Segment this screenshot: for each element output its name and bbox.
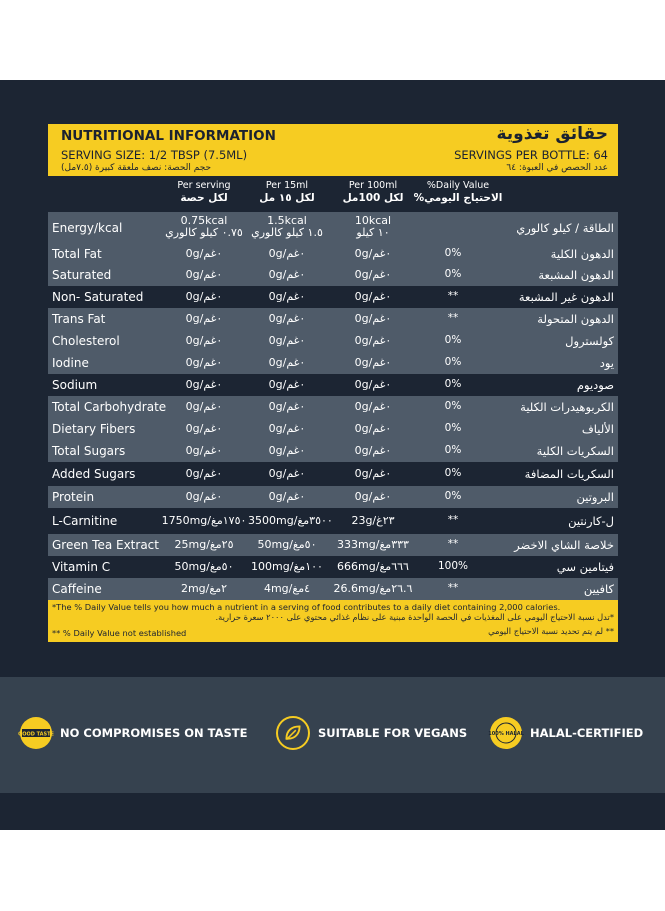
per-serving-value: 2mg/٢مغ [180,582,228,595]
nutrient-row [48,534,618,556]
daily-value: ** [447,538,459,550]
daily-value: 0% [444,268,462,280]
per-serving-value: 50mg/٥٠مغ [174,560,234,573]
daily-value: 0% [444,444,462,456]
energy-label-en: Energy/kcal [52,221,123,235]
per-100ml-value: 23g/٢٣غ [351,514,395,527]
per-100ml-value: 0g/٠غم [354,378,392,391]
nutrient-name-en: Caffeine [52,582,102,596]
footnote-line2-en: ** % Daily Value not established [52,628,187,638]
halal-seal-icon [490,717,522,749]
nutrient-name-en: Saturated [52,268,112,282]
col-per-15ml-ar: لكل ١٥ مل [259,192,315,204]
nutrient-row [48,508,618,534]
col-daily-value [408,179,508,205]
per-100ml-value: 26.6mg/٢٦.٦مغ [333,582,413,595]
footnote [48,600,618,642]
energy-per100-en: 10kcal [354,214,392,227]
nutrient-name-ar: كافيين [583,582,614,596]
serving-size-ar: حجم الحصة: نصف ملعقة كبيرة (٧.٥مل) [61,163,212,173]
per-serving-value: 0g/٠غم [185,467,223,480]
energy-per100 [326,215,420,239]
per-100ml-value: 0g/٠غم [354,290,392,303]
nutrient-row [48,556,618,578]
nutrient-name-ar: كولسترول [565,334,614,348]
per-15ml-value: 0g/٠غم [268,312,306,325]
daily-value: 0% [444,490,462,502]
daily-value: 0% [444,378,462,390]
nutrient-row [48,440,618,462]
col-daily-value-en: %Daily Value [426,180,490,191]
nutrient-name-ar: الدهون غير المشبعة [518,290,614,304]
per-15ml-value: 0g/٠غم [268,247,306,260]
energy-serving-ar: ٠.٧٥ كيلو كالوري [165,226,243,239]
nutrient-name-en: Vitamin C [52,560,111,574]
nutrient-name-ar: صوديوم [576,378,614,392]
col-per-serving [160,179,248,205]
serving-size-en: SERVING SIZE: 1/2 TBSP (7.5ML) [61,148,248,162]
col-per-serving-ar: لكل حصة [180,192,228,204]
col-per-100ml [326,179,420,205]
nutrient-name-ar: السكريات الكلية [536,444,614,458]
col-per-15ml [248,179,326,205]
col-per-15ml-en: Per 15ml [265,180,309,191]
per-100ml-value: 333mg/٣٣٣مغ [337,538,409,551]
nutrient-row [48,308,618,330]
daily-value: 0% [444,467,462,479]
nutrient-name-ar: البروتين [576,490,614,504]
nutrient-name-en: Total Carbohydrate [52,400,167,414]
per-15ml-value: 3500mg/٣٥٠٠مغ [248,514,333,527]
per-15ml-value: 0g/٠غم [268,334,306,347]
leaf-icon [276,716,310,750]
title-ar: حقائق تغذوية [496,124,608,144]
footnote-line2-ar: ** لم يتم تحديد نسبة الاحتياج اليومي [488,626,614,636]
nutrient-name-en: Added Sugars [52,467,136,481]
nutrient-row [48,418,618,440]
per-100ml-value: 0g/٠غم [354,422,392,435]
per-100ml-value: 0g/٠غم [354,334,392,347]
per-15ml-value: 0g/٠غم [268,356,306,369]
daily-value: ** [447,582,459,594]
energy-row [48,212,618,244]
daily-value: ** [447,290,459,302]
col-per-serving-en: Per serving [177,180,231,191]
per-15ml-value: 0g/٠غم [268,400,306,413]
nutrient-row [48,486,618,508]
nutrient-row [48,396,618,418]
nutrient-name-en: Iodine [52,356,89,370]
daily-value: ** [447,514,459,526]
per-serving-value: 0g/٠غم [185,334,223,347]
per-100ml-value: 0g/٠غم [354,356,392,369]
title-en: NUTRITIONAL INFORMATION [61,128,276,144]
halal-seal-text: 100% HALAL [488,731,524,737]
nutrient-row [48,286,618,308]
per-serving-value: 0g/٠غم [185,312,223,325]
per-serving-value: 1750mg/١٧٥٠مغ [161,514,247,527]
per-100ml-value: 0g/٠غم [354,467,392,480]
footnote-line1-ar: *تدل نسبة الاحتياج اليومي على المغذيات في الحصة الواحدة مبنية على نظام غذائي محتوي على ٢٠٠٠ سعرة حرارية. [215,612,614,622]
daily-value: 0% [444,334,462,346]
per-15ml-value: 0g/٠غم [268,467,306,480]
nutrient-name-ar: الدهون المشبعة [538,268,614,282]
per-100ml-value: 666mg/٦٦٦مغ [337,560,409,573]
energy-per15 [248,215,326,239]
per-serving-value: 0g/٠غم [185,400,223,413]
per-100ml-value: 0g/٠غم [354,444,392,457]
daily-value: 0% [444,356,462,368]
per-15ml-value: 0g/٠غم [268,422,306,435]
nutrient-name-ar: الألياف [581,422,614,436]
nutrient-name-ar: السكريات المضافة [524,467,614,481]
badge-vegan [276,715,467,751]
daily-value: 0% [444,247,462,259]
nutrient-name-en: Trans Fat [52,312,106,326]
nutrient-name-en: Green Tea Extract [52,538,159,552]
nutrient-name-en: Non- Saturated [52,290,144,304]
badge-taste-label: NO COMPROMISES ON TASTE [60,726,248,740]
per-serving-value: 0g/٠غم [185,444,223,457]
nutrient-name-ar: خلاصة الشاي الاخضر [514,538,614,552]
nutrient-name-en: Protein [52,490,95,504]
per-serving-value: 0g/٠غم [185,247,223,260]
per-15ml-value: 4mg/٤مغ [263,582,311,595]
per-15ml-value: 0g/٠غم [268,378,306,391]
nutrient-name-ar: الكربوهيدرات الكلية [520,400,614,414]
col-per-100ml-en: Per 100ml [348,180,398,191]
daily-value: 100% [437,560,469,572]
per-100ml-value: 0g/٠غم [354,312,392,325]
nutrient-row [48,244,618,264]
per-15ml-value: 100mg/١٠٠مغ [251,560,323,573]
per-15ml-value: 50mg/٥٠مغ [257,538,317,551]
per-serving-value: 0g/٠غم [185,290,223,303]
daily-value: ** [447,312,459,324]
per-15ml-value: 0g/٠غم [268,490,306,503]
nutrient-name-ar: يود [599,356,614,370]
energy-per100-ar: ١٠ كيلو [356,226,390,239]
nutrient-row [48,462,618,486]
nutrient-name-ar: ل-كارنتين [568,514,614,528]
per-serving-value: 0g/٠غم [185,268,223,281]
per-100ml-value: 0g/٠غم [354,247,392,260]
footnote-line1-en: *The % Daily Value tells you how much a nutrient in a serving of food contributes to a daily diet containing 2,000 calories. [52,602,561,612]
badge-halal-label: HALAL-CERTIFIED [530,726,644,740]
energy-serving [160,215,248,239]
energy-per15-en: 1.5kcal [267,214,307,227]
nutrient-row [48,330,618,352]
nutrient-name-en: Total Fat [52,247,102,261]
per-serving-value: 0g/٠غم [185,422,223,435]
good-taste-seal-text: GOOD TASTE [18,731,54,738]
col-daily-value-ar: %الاحتياج اليومي [413,192,503,204]
nutrient-row [48,264,618,286]
nutrient-name-ar: الدهون الكلية [550,247,614,261]
daily-value: 0% [444,400,462,412]
column-headers [48,176,618,212]
per-100ml-value: 0g/٠غم [354,268,392,281]
per-serving-value: 25mg/٢٥مغ [174,538,234,551]
servings-per-bottle-ar: عدد الحصص في العبوة: ٦٤ [506,163,608,173]
nutrient-table [48,212,618,600]
col-per-100ml-ar: لكل 100مل [342,192,404,204]
per-serving-value: 0g/٠غم [185,378,223,391]
nutrient-name-en: Total Sugars [52,444,126,458]
nutrient-row [48,578,618,600]
nutrient-name-ar: فيتامين سي [556,560,614,574]
per-100ml-value: 0g/٠غم [354,400,392,413]
nutrient-name-en: Sodium [52,378,98,392]
energy-label-ar: الطاقة / كيلو كالوري [516,221,614,235]
badge-halal [490,715,643,751]
energy-per15-ar: ١.٥ كيلو كالوري [251,226,323,239]
good-taste-seal-icon [20,717,52,749]
badge-vegan-label: SUITABLE FOR VEGANS [318,726,468,740]
nutrient-name-en: Dietary Fibers [52,422,136,436]
per-15ml-value: 0g/٠غم [268,268,306,281]
nutrition-label [48,124,618,642]
energy-serving-en: 0.75kcal [180,214,228,227]
servings-per-bottle-en: SERVINGS PER BOTTLE: 64 [454,148,608,162]
daily-value: 0% [444,422,462,434]
label-header [48,124,618,176]
per-15ml-value: 0g/٠غم [268,444,306,457]
per-15ml-value: 0g/٠غم [268,290,306,303]
nutrient-name-ar: الدهون المتحولة [537,312,614,326]
per-serving-value: 0g/٠غم [185,356,223,369]
nutrient-name-en: L-Carnitine [52,514,118,528]
badge-taste [20,715,248,751]
per-100ml-value: 0g/٠غم [354,490,392,503]
nutrient-row [48,352,618,374]
nutrient-row [48,374,618,396]
nutrient-name-en: Cholesterol [52,334,120,348]
per-serving-value: 0g/٠غم [185,490,223,503]
